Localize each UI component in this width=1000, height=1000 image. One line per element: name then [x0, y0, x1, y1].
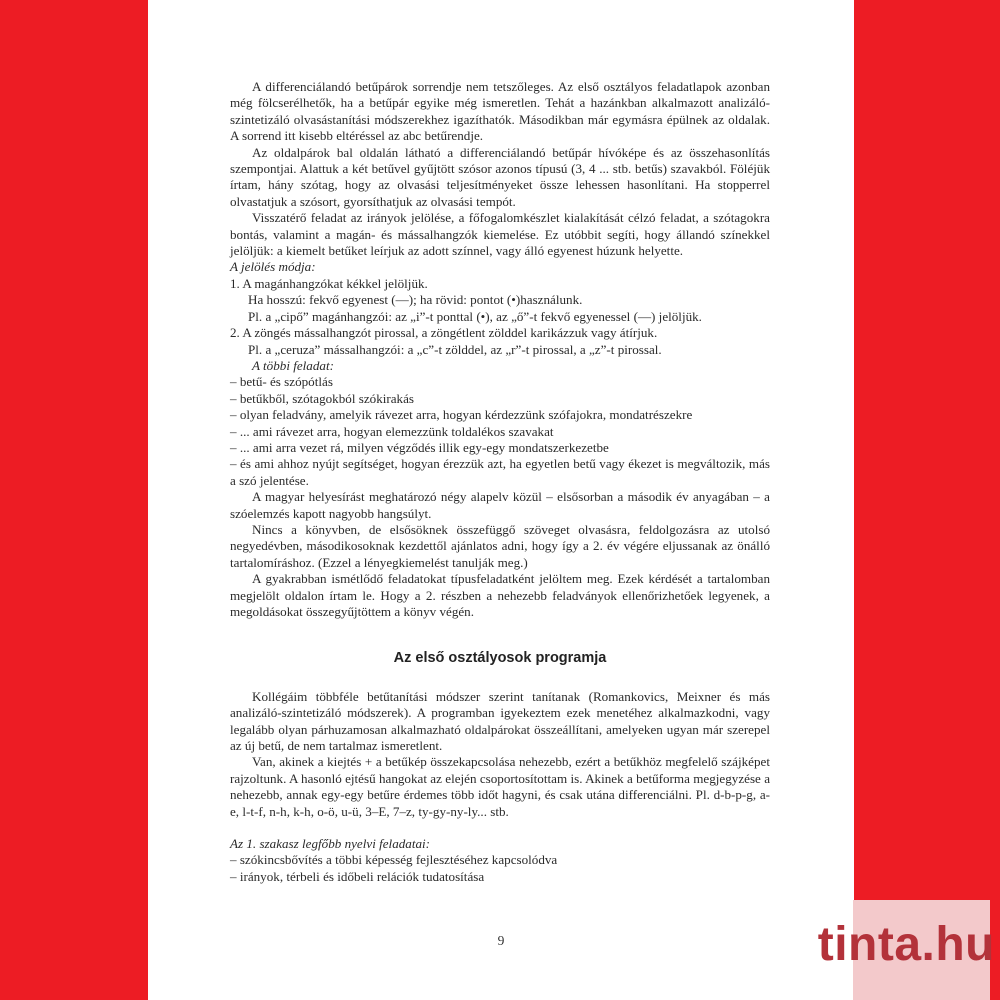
- other-task-item: – olyan feladvány, amelyik rávezet arra, hogyan kérdezzünk szófajokra, mondatrészekre: [230, 407, 693, 423]
- other-task-item: – betűkből, szótagokból szókirakás: [230, 390, 415, 406]
- program-paragraph-1: Kollégáim többféle betűtanítási módszer szerint tanítanak (Romankovics, Meixner és más analizáló-szintetizáló módszerek). A programban igyekeztem ezek menetéhez alkalmazkodni, vagy legalább olyan párhuzamosan alkalmazható oldalpárokat összeállítani, amelyeken ugyan már szerepel az új betű, de nem tartalmaz ismeretlent.: [230, 688, 770, 754]
- page-number: 9: [497, 933, 505, 948]
- marking-item-2-sub-1: Pl. a „ceruza” mássalhangzói: a „c”-t zölddel, az „r”-t pirossal, a „z”-t pirossal.: [248, 341, 662, 357]
- book-page: [148, 0, 854, 1000]
- intro-paragraph-3: Visszatérő feladat az irányok jelölése, a főfogalomkészlet kialakítását célzó feladat, a szótagokra bontás, valamint a magán- és mássalhangzók kiemelése. Ez utóbbit segíti, hogy állandó színekkel jelöljük: a kiemelt betűket leírjuk az adott színnel, vagy álló egyenest húzunk helyette.: [230, 210, 770, 259]
- marking-item-1: 1. A magánhangzókat kékkel jelöljük.: [230, 275, 428, 291]
- page-content: [230, 79, 770, 885]
- marking-heading: A jelölés módja:: [230, 259, 316, 275]
- marking-item-1-sub-2: Pl. a „cipő” magánhangzói: az „i”-t ponttal (•), az „ő”-t fekvő egyenessel (—) jelöljük.: [248, 308, 702, 324]
- after-paragraph-3: A gyakrabban ismétlődő feladatokat típusfeladatként jelöltem meg. Ezek kérdését a tartalomban megjelölt oldalon írtam le. Hogy a 2. részben a nehezebb feladványok ellenőrizhetőek legyenek, a megoldásokat összegyűjtöttem a könyv végén.: [230, 571, 770, 619]
- watermark-logo: tinta.hu: [817, 918, 995, 971]
- other-task-item: – ... ami rávezet arra, hogyan elemezzünk toldalékos szavakat: [230, 423, 554, 439]
- marking-item-2: 2. A zöngés mássalhangzót pirossal, a zöngétlent zölddel karikázzuk vagy átírjuk.: [230, 325, 658, 341]
- program-paragraph-2: Van, akinek a kiejtés + a betűkép összekapcsolása nehezebb, ezért a betűkhöz megfelelő szájképet rajzoltunk. A hasonló ejtésű hangokat az elején csoportosítottam is. Akinek a betűforma megjegyzése a nehezebb, annak egy-egy betűre érdemes több időt hagyni, és csak utána differenciálni. Pl. d-b-p-g, a-e, l-t-f, n-h, k-h, o-ö, u-ü, 3–E, 7–z, ty-gy-ny-ly... stb.: [230, 754, 770, 819]
- after-paragraph-1: A magyar helyesírást meghatározó négy alapelv közül – elsősorban a második év anyagában – a szóelemzés kapott nagyobb hangsúlyt.: [230, 489, 770, 521]
- other-task-item: – betű- és szópótlás: [230, 374, 333, 390]
- intro-paragraph-1: A differenciálandó betűpárok sorrendje nem tetszőleges. Az első osztályos feladatlapok azonban még fölcserélhetők, ha a betűpár egyike még ismeretlen. Tehát a hazánkban alkalmazott analizáló-szintetizáló olvasástanítási módszerekhez igazíthatók. Másodikban már egymásra épülnek az oldalak. A sorrend itt kisebb eltéréssel az abc betűrendje.: [230, 79, 770, 144]
- section-title: Az első osztályosok programja: [393, 650, 607, 667]
- task-item: – irányok, térbeli és időbeli relációk tudatosítása: [230, 868, 485, 884]
- intro-paragraph-2: Az oldalpárok bal oldalán látható a differenciálandó betűpár hívóképe és az összehasonlítás szempontjai. Alattuk a két betűvel gyűjtött szósor azonos típusú (3, 4 ... stb. betűs) szavakból. Föléjük írtam, hány szótag, hogy az olvasási teljesítményeket össze lehessen hasonlítani. Ha stopperrel olvastatjuk a szósort, gyorsíthatjuk az olvasási tempót.: [230, 144, 770, 209]
- after-paragraph-2: Nincs a könyvben, de elsősöknek összefüggő szöveget olvasásra, feldolgozásra az utolsó negyedévben, másodikosoknak kezdettől ajánlatos adni, hogy így a 2. év végére eljussanak az önálló tartalomíráshoz. (Ezzel a lényegkiemelést tanulják meg.): [230, 521, 770, 570]
- task-item: – szókincsbővítés a többi képesség fejlesztéséhez kapcsolódva: [230, 852, 558, 868]
- tasks-heading: Az 1. szakasz legfőbb nyelvi feladatai:: [230, 836, 431, 852]
- spacer: [230, 820, 770, 836]
- other-tasks-heading: A többi feladat:: [252, 357, 334, 373]
- other-task-item: – és ami ahhoz nyújt segítséget, hogyan érezzük azt, ha egyetlen betű vagy ékezet is megváltozik, más a szó jelentése.: [230, 456, 770, 488]
- other-task-item: – ... ami arra vezet rá, milyen végződés illik egy-egy mondatszerkezetbe: [230, 439, 609, 455]
- marking-item-1-sub-1: Ha hosszú: fekvő egyenest (—); ha rövid: pontot (•)használunk.: [248, 292, 583, 308]
